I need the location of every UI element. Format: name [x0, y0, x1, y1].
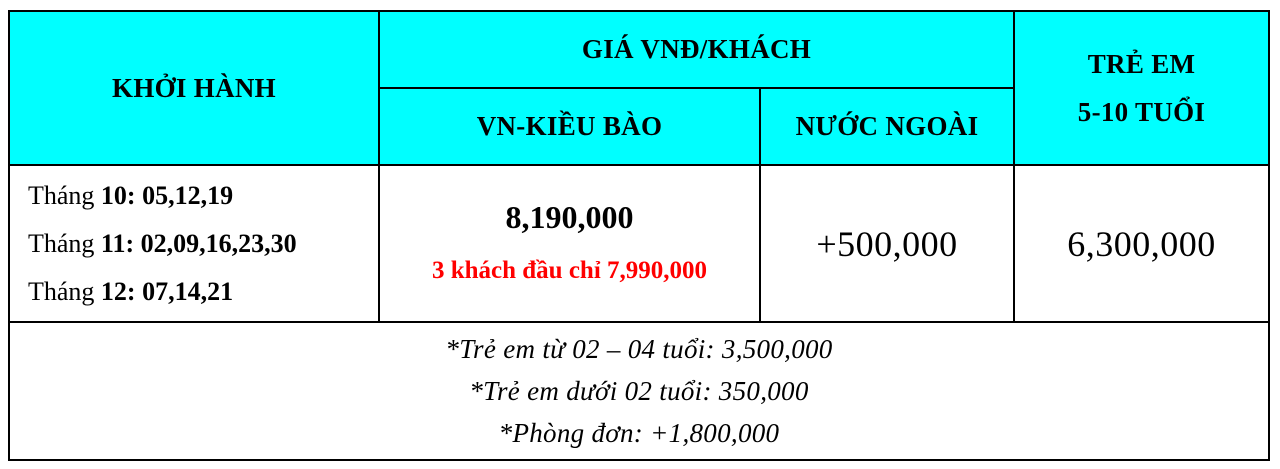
- price-per-guest-header: GIÁ VNĐ/KHÁCH: [379, 11, 1014, 88]
- departure-header: KHỞI HÀNH: [9, 11, 379, 165]
- vn-overseas-price: 8,190,000: [505, 198, 634, 235]
- month-word: Tháng: [28, 228, 101, 258]
- departure-days: 07,14,21: [135, 276, 234, 306]
- tour-price-table: [8, 10, 1270, 461]
- promo-price-note: 3 khách đầu chỉ 7,990,000: [431, 256, 708, 284]
- child-header-line2: 5-10 TUỔI: [1077, 97, 1206, 127]
- header-row-top: [9, 11, 1269, 88]
- month-number: 12:: [100, 276, 136, 306]
- child-header-line1: TRẺ EM: [1087, 49, 1196, 79]
- departure-line-october: [28, 172, 378, 220]
- departure-days: 05,12,19: [135, 180, 234, 210]
- vn-overseas-price-cell: [379, 165, 760, 322]
- note-single-room: *Phòng đơn: +1,800,000: [498, 418, 780, 448]
- departure-line-november: [28, 220, 378, 268]
- vn-overseas-header: VN-KIỀU BÀO: [379, 88, 760, 165]
- month-number: 11:: [100, 228, 135, 258]
- note-child-under-2: *Trẻ em dưới 02 tuổi: 350,000: [469, 376, 809, 406]
- month-number: 10:: [100, 180, 136, 210]
- departure-dates-cell: [9, 165, 379, 322]
- departure-line-december: [28, 268, 378, 316]
- foreigner-header: NƯỚC NGOÀI: [760, 88, 1014, 165]
- month-word: Tháng: [28, 180, 101, 210]
- notes-row: [9, 322, 1269, 460]
- note-child-2-4: *Trẻ em từ 02 – 04 tuổi: 3,500,000: [445, 334, 833, 364]
- month-word: Tháng: [28, 276, 101, 306]
- child-price-header: [1014, 11, 1269, 165]
- price-row: [9, 165, 1269, 322]
- child-price: 6,300,000: [1014, 165, 1269, 322]
- departure-days: 02,09,16,23,30: [134, 228, 297, 258]
- notes-cell: [9, 322, 1269, 460]
- foreigner-surcharge: +500,000: [760, 165, 1014, 322]
